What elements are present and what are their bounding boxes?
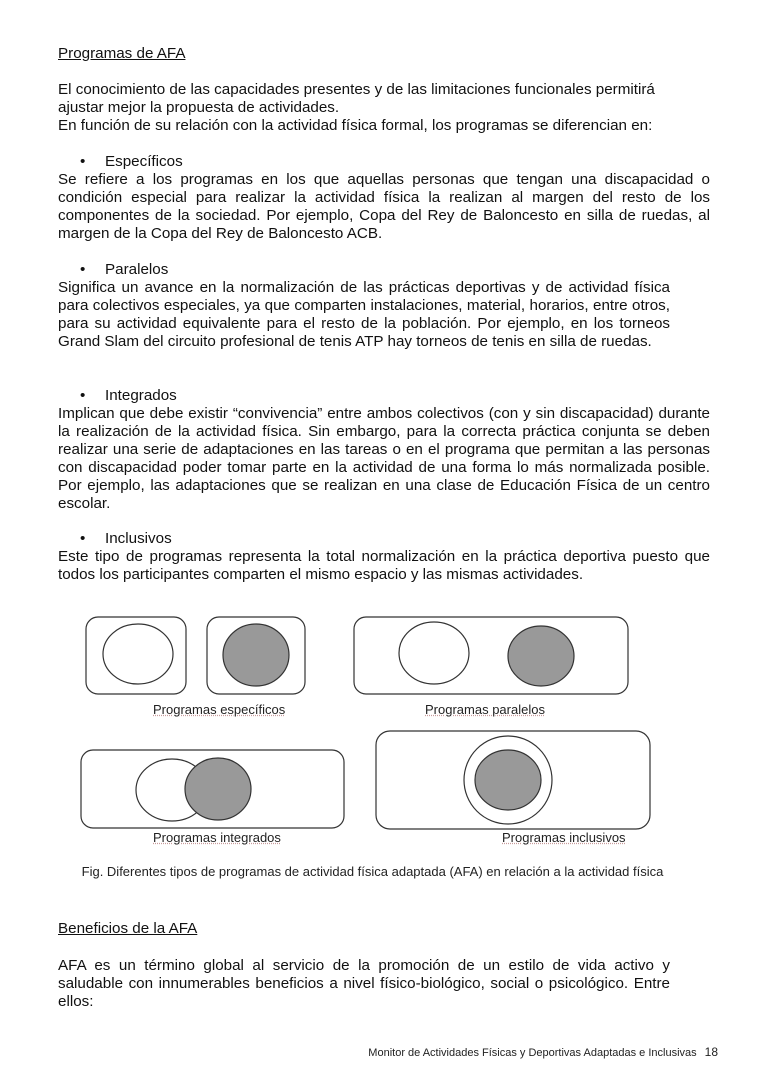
bullet-title: Específicos [105, 153, 183, 170]
paragraph-integrados: Implican que debe existir “convivencia” entre ambos colectivos (con y sin discapacidad) durante la realización de la actividad física. Sin embargo, para la correcta práctica conjunta se deben realizar una serie de adaptaciones en las tareas o en el programa que permitan a las personas con discapacidad poder tomar parte en la actividad de una forma lo más normalizada posible. Por ejemplo, las adaptaciones que se realizan en una clase de Educación Física de un centro escolar. [58, 405, 710, 512]
bullet-icon: • [80, 261, 86, 278]
intro-paragraph: El conocimiento de las capacidades presentes y de las limitaciones funcionales permitirá ajustar mejor la propuesta de actividades. [58, 81, 655, 116]
section-heading-programas: Programas de AFA [58, 45, 186, 62]
label-programas-paralelos: Programas paralelos [425, 702, 545, 717]
paragraph-especificos: Se refiere a los programas en los que aquellas personas que tengan una discapacidad o condición especial para realizar la actividad física la realizan al margen del resto de los componentes de la sociedad. Por ejemplo, Copa del Rey de Baloncesto en silla de ruedas, al margen de la Copa del Rey de Baloncesto ACB. [58, 171, 710, 242]
paragraph-beneficios: AFA es un término global al servicio de la promoción de un estilo de vida activo y saludable con innumerables beneficios a nivel físico-biológico, social o psicológico. Entre ellos: [58, 957, 670, 1010]
integrados-gray-circle [185, 758, 251, 820]
bullet-icon: • [80, 387, 86, 404]
label-programas-integrados: Programas integrados [153, 830, 281, 845]
bullet-inclusivos [80, 530, 172, 548]
bullet-title: Inclusivos [105, 530, 172, 547]
inclusivos-gray-circle [475, 750, 541, 810]
bullet-icon: • [80, 153, 86, 170]
figure-caption: Fig. Diferentes tipos de programas de actividad física adaptada (AFA) en relación a la actividad física [81, 864, 664, 879]
afa-programs-diagram [0, 600, 768, 850]
section-heading-beneficios: Beneficios de la AFA [58, 920, 198, 937]
especificos-white-ellipse [103, 624, 173, 684]
bullet-integrados [80, 387, 177, 405]
paragraph-inclusivos: Este tipo de programas representa la total normalización en la práctica deportiva puesto que todos los participantes comparten el mismo espacio y las mismas actividades. [58, 548, 710, 583]
paragraph-paralelos: Significa un avance en la normalización de las prácticas deportivas y de actividad física para colectivos especiales, ya que comparten instalaciones, material, horarios, entre otros, para su actividad equivalente para el resto de la población. Por ejemplo, en los torneos Grand Slam del circuito profesional de tenis ATP hay torneos de tenis en silla de ruedas. [58, 279, 670, 350]
footer-title: Monitor de Actividades Físicas y Deportivas Adaptadas e Inclusivas [368, 1047, 697, 1059]
bullet-title: Paralelos [105, 261, 169, 278]
label-programas-especificos: Programas específicos [153, 702, 286, 717]
bullet-icon: • [80, 530, 86, 547]
bullet-especificos [80, 153, 183, 171]
bullet-paralelos [80, 261, 168, 279]
especificos-gray-circle [223, 624, 289, 686]
label-programas-inclusivos: Programas inclusivos [502, 830, 626, 845]
intro-paragraph-2: En función de su relación con la actividad física formal, los programas se diferencian en: [58, 117, 653, 134]
paralelos-gray-circle [508, 626, 574, 686]
bullet-title: Integrados [105, 387, 177, 404]
paralelos-white-ellipse [399, 622, 469, 684]
paralelos-box [354, 617, 628, 694]
page-footer [368, 1045, 718, 1059]
page-number: 18 [704, 1045, 718, 1059]
